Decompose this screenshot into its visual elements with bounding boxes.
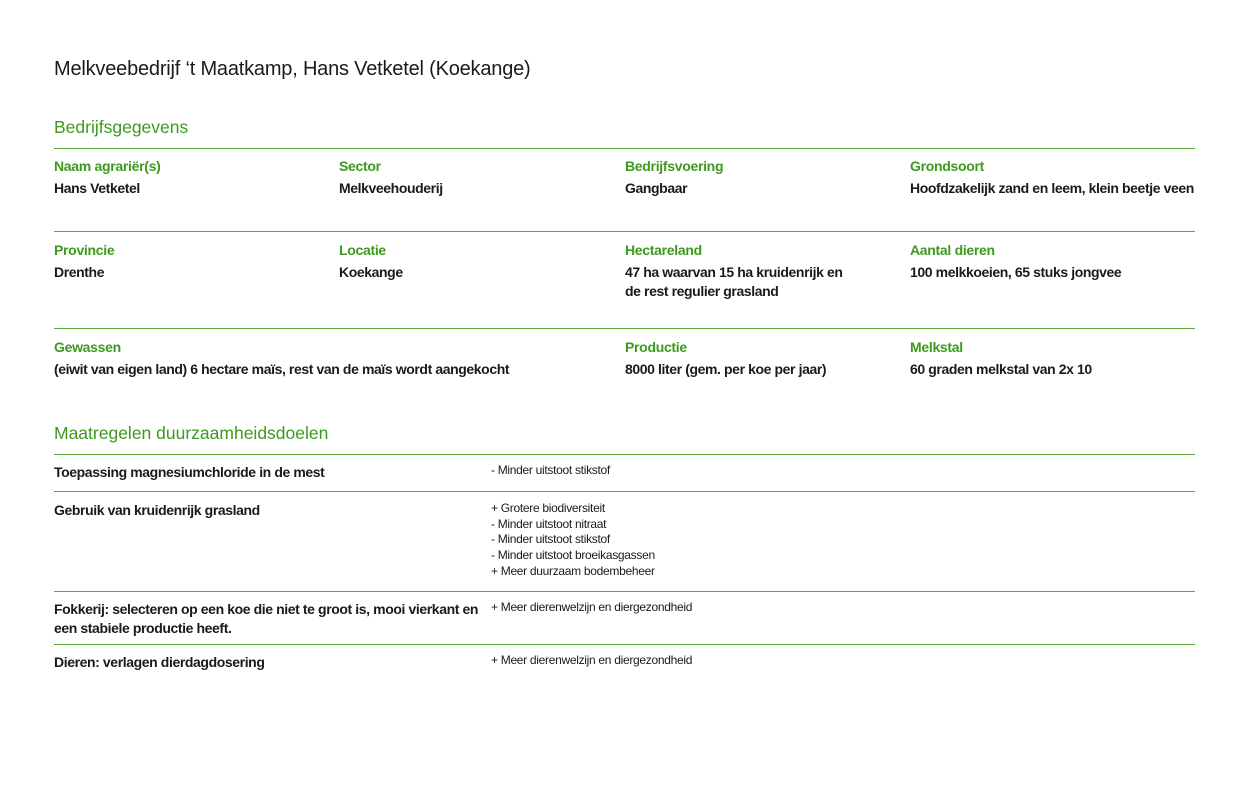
page-title: Melkveebedrijf ‘t Maatkamp, Hans Vetketel (Koekange): [54, 58, 531, 80]
divider: [54, 328, 1195, 329]
info-label: Grondsoort: [910, 158, 984, 174]
info-cell-hectares: [625, 241, 860, 301]
info-value: Hoofdzakelijk zand en leem, klein beetje veen: [910, 180, 1194, 196]
measure-name: Dieren: verlagen dierdagdosering: [54, 654, 265, 670]
info-label: Aantal dieren: [910, 242, 995, 258]
measure-effect: - Minder uitstoot nitraat: [491, 516, 607, 531]
info-cell-location: [339, 241, 619, 282]
info-label: Productie: [625, 339, 687, 355]
info-label: Naam agrariër(s): [54, 158, 161, 174]
measure-effect: - Minder uitstoot stikstof: [491, 463, 610, 477]
divider: [54, 148, 1195, 149]
info-cell-owner: [54, 157, 334, 198]
divider: [54, 454, 1195, 455]
divider: [54, 231, 1195, 232]
info-value: Gangbaar: [625, 180, 688, 196]
info-value: (eiwit van eigen land) 6 hectare maïs, rest van de maïs wordt aangekocht: [54, 361, 510, 377]
info-cell-sector: [339, 157, 619, 198]
info-cell-management: [625, 157, 905, 198]
measure-effect: + Grotere biodiversiteit: [491, 501, 605, 515]
info-value: Hans Vetketel: [54, 180, 140, 196]
info-value: 8000 liter (gem. per koe per jaar): [625, 361, 827, 377]
measure-effects: [491, 653, 692, 669]
info-label: Gewassen: [54, 339, 121, 355]
divider: [54, 644, 1195, 645]
measure-name: Toepassing magnesiumchloride in de mest: [54, 464, 325, 480]
info-value: Melkveehouderij: [339, 180, 443, 196]
info-label: Locatie: [339, 242, 386, 258]
measure-effects: [491, 501, 655, 580]
info-value: 100 melkkoeien, 65 stuks jongvee: [910, 264, 1122, 280]
info-cell-crops: [54, 338, 614, 379]
measure-effects: [491, 463, 610, 479]
info-value: 60 graden melkstal van 2x 10: [910, 361, 1092, 377]
info-value: Koekange: [339, 264, 403, 280]
info-cell-soil: [910, 157, 1200, 198]
measure-effect: - Minder uitstoot stikstof: [491, 532, 610, 547]
info-label: Sector: [339, 158, 381, 174]
info-label: Hectareland: [625, 242, 702, 258]
measure-effect: + Meer duurzaam bodembeheer: [491, 563, 655, 578]
info-label: Melkstal: [910, 339, 963, 355]
company-section-heading: Bedrijfsgegevens: [54, 117, 189, 137]
measure-effects: [491, 600, 692, 616]
info-cell-production: [625, 338, 905, 379]
info-label: Bedrijfsvoering: [625, 158, 724, 174]
info-value: Drenthe: [54, 264, 105, 280]
info-value: 47 ha waarvan 15 ha kruidenrijk en de rest regulier grasland: [625, 264, 843, 299]
measure-effect: - Minder uitstoot broeikasgassen: [491, 548, 655, 563]
measures-section-heading: Maatregelen duurzaamheidsdoelen: [54, 423, 329, 443]
divider: [54, 591, 1195, 592]
info-cell-province: [54, 241, 334, 282]
divider: [54, 491, 1195, 492]
measure-effect: + Meer dierenwelzijn en diergezondheid: [491, 653, 693, 667]
info-cell-animals: [910, 241, 1195, 282]
measure-effect: + Meer dierenwelzijn en diergezondheid: [491, 600, 693, 614]
info-cell-milking-parlour: [910, 338, 1195, 379]
measure-name: Fokkerij: selecteren op een koe die niet te groot is, mooi vierkant en een stabiele productie heeft.: [54, 601, 479, 636]
measure-name: Gebruik van kruidenrijk grasland: [54, 502, 260, 518]
info-label: Provincie: [54, 242, 115, 258]
